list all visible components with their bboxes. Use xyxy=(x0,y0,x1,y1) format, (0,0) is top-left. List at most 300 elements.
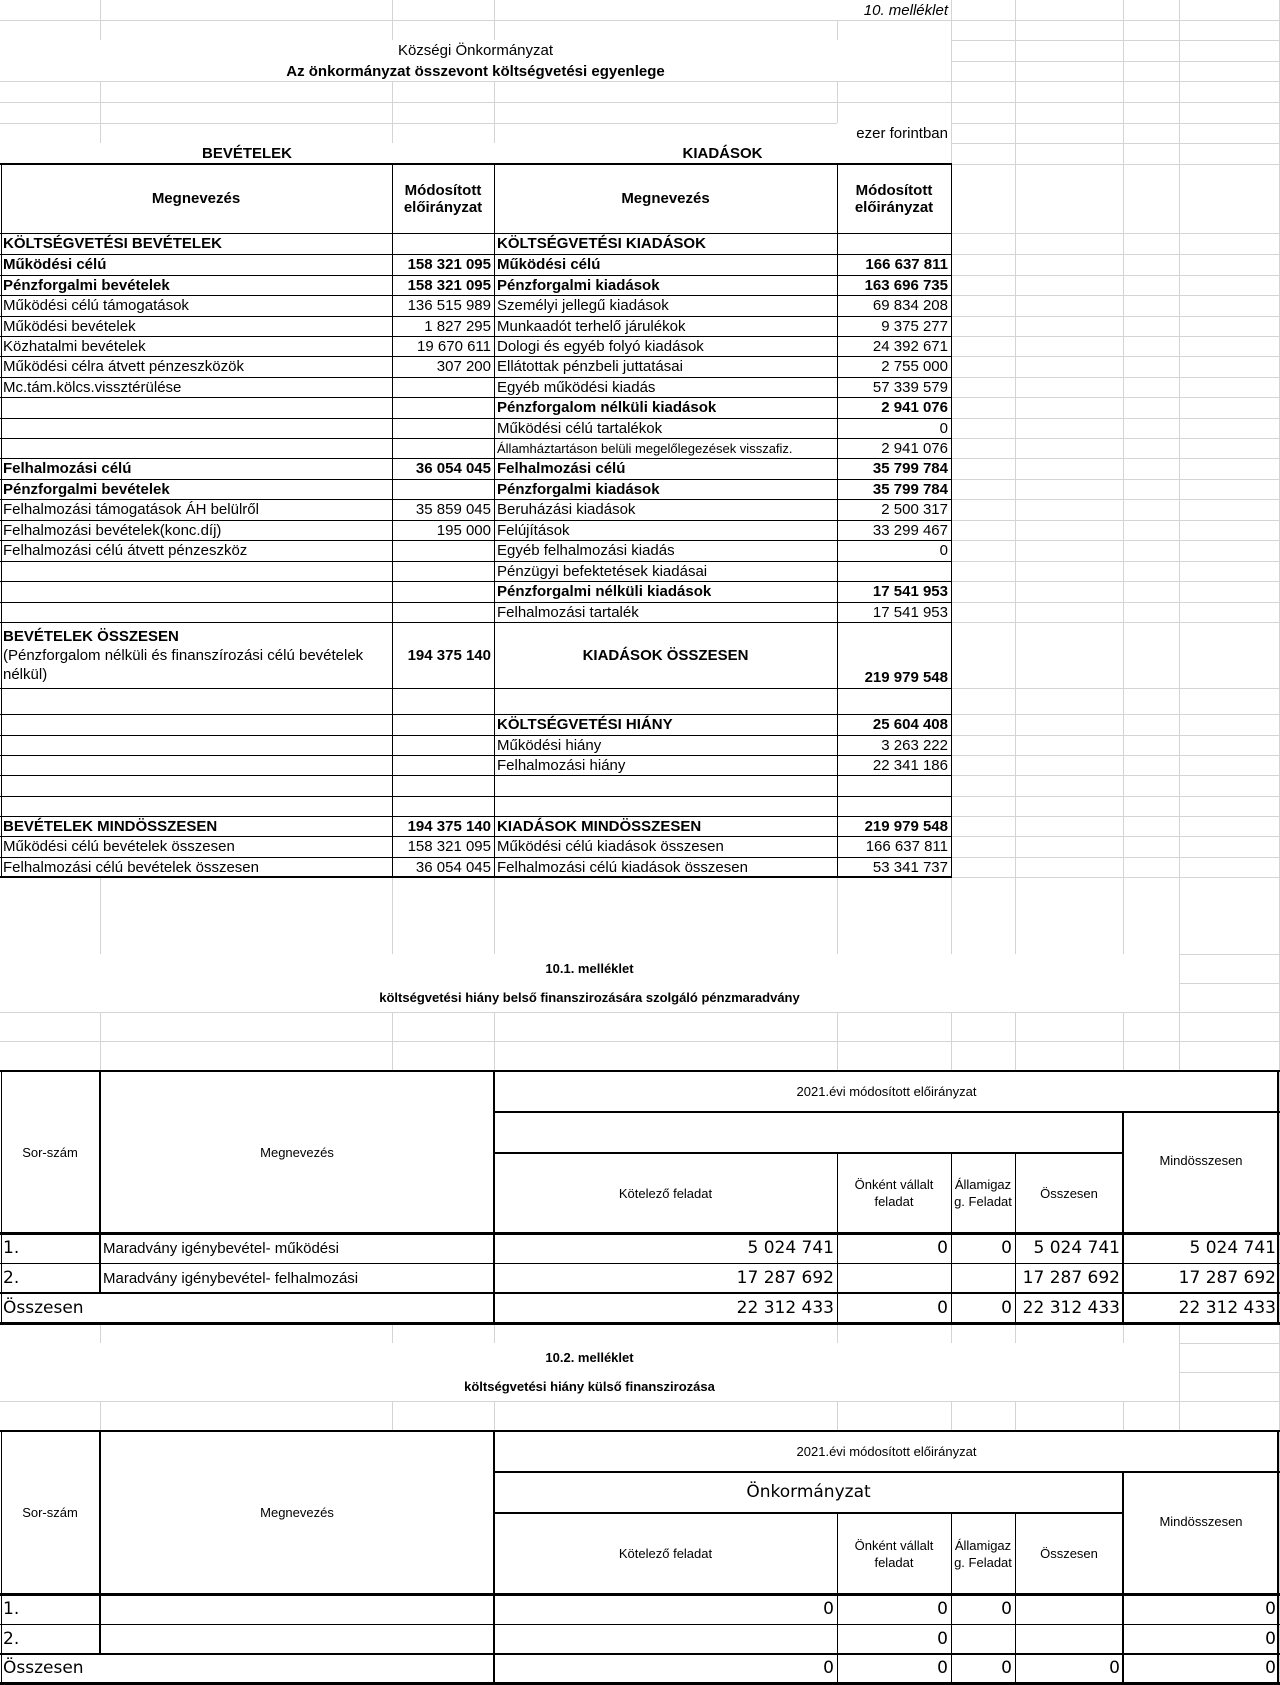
annex_10_2-row-mandatory: 0 xyxy=(494,1654,837,1683)
grid-cell[interactable] xyxy=(1015,796,1124,817)
grid-cell[interactable] xyxy=(951,520,1016,541)
grid-cell[interactable] xyxy=(1179,816,1280,837)
grid-cell[interactable] xyxy=(1179,254,1280,276)
grid-cell[interactable] xyxy=(1015,40,1124,62)
org-name: Községi Önkormányzat xyxy=(0,40,951,61)
grid-cell[interactable] xyxy=(0,1401,101,1432)
grid-cell[interactable] xyxy=(494,1401,838,1432)
grid-cell[interactable] xyxy=(1179,1401,1280,1432)
annex_10_2-row-mandatory: 0 xyxy=(494,1594,837,1624)
grid-cell[interactable] xyxy=(1123,479,1180,500)
grid-cell[interactable] xyxy=(1123,233,1180,255)
grid-cell[interactable] xyxy=(951,20,1016,41)
grid-cell[interactable] xyxy=(1123,499,1180,521)
grid-cell[interactable] xyxy=(1179,81,1280,103)
grid-cell[interactable] xyxy=(1179,123,1280,144)
grid-cell[interactable] xyxy=(1015,602,1124,623)
grid-cell[interactable] xyxy=(494,123,838,144)
grid-cell[interactable] xyxy=(1179,438,1280,459)
grid-cell[interactable] xyxy=(951,143,1016,165)
grid-cell[interactable] xyxy=(1015,0,1124,21)
expense-row-value xyxy=(837,233,951,254)
grid-cell[interactable] xyxy=(1015,1401,1124,1432)
income-row-value: 307 200 xyxy=(392,356,494,377)
grid-cell[interactable] xyxy=(951,836,1016,858)
annex_10_2-annex-label: 10.2. melléklet xyxy=(0,1343,1179,1372)
border-line xyxy=(1,1071,2,1324)
grid-cell[interactable] xyxy=(1179,336,1280,357)
income-row-label: Pénzforgalmi bevételek xyxy=(0,275,392,295)
grid-cell[interactable] xyxy=(951,356,1016,378)
blank-cell xyxy=(0,688,392,714)
grid-cell[interactable] xyxy=(1179,561,1280,582)
income-total-block xyxy=(0,622,392,688)
grid-cell[interactable] xyxy=(1179,316,1280,337)
blank-cell xyxy=(0,796,392,816)
grid-cell[interactable] xyxy=(1179,20,1280,41)
grid-cell[interactable] xyxy=(1123,688,1180,715)
grid-cell[interactable] xyxy=(1015,857,1124,878)
grid-cell[interactable] xyxy=(1179,735,1280,756)
grid-cell[interactable] xyxy=(1123,1012,1180,1042)
grid-cell[interactable] xyxy=(1015,479,1124,500)
grid-cell[interactable] xyxy=(837,81,952,103)
grid-cell[interactable] xyxy=(951,775,1016,797)
annex_10_1-row-total: 5 024 741 xyxy=(1123,1233,1279,1263)
grid-cell[interactable] xyxy=(1179,377,1280,398)
grid-cell[interactable] xyxy=(1123,877,1180,955)
blank-cell xyxy=(837,775,951,796)
grid-cell[interactable] xyxy=(1179,714,1280,736)
annex_10_1-row-state: 0 xyxy=(951,1233,1015,1263)
grid-cell[interactable] xyxy=(1015,61,1124,82)
expense-row-label: Pénzügyi befektetések kiadásai xyxy=(494,561,837,581)
border-line xyxy=(1,164,2,878)
grid-cell[interactable] xyxy=(951,418,1016,439)
grid-cell[interactable] xyxy=(951,1401,1016,1432)
grid-cell[interactable] xyxy=(1123,622,1180,689)
annex_10_2-row-sum xyxy=(1015,1594,1123,1624)
grid-cell[interactable] xyxy=(1123,755,1180,776)
grand-income-label: BEVÉTELEK MINDÖSSZESEN xyxy=(0,816,392,836)
blank-cell xyxy=(494,688,837,714)
border-line xyxy=(0,1430,1280,1432)
grid-cell[interactable] xyxy=(392,81,495,103)
grid-cell[interactable] xyxy=(100,877,393,955)
grid-cell[interactable] xyxy=(951,438,1016,459)
grid-cell[interactable] xyxy=(1015,520,1124,541)
grid-cell[interactable] xyxy=(951,316,1016,337)
grid-cell[interactable] xyxy=(0,1323,101,1344)
grid-cell[interactable] xyxy=(494,1012,838,1042)
grid-cell[interactable] xyxy=(1179,877,1280,955)
grid-cell[interactable] xyxy=(837,1401,952,1432)
grid-cell[interactable] xyxy=(1123,438,1180,459)
grid-cell[interactable] xyxy=(1123,561,1180,582)
annex_10_1-annex-label: 10.1. melléklet xyxy=(0,954,1179,983)
grid-cell[interactable] xyxy=(1179,581,1280,603)
grid-cell[interactable] xyxy=(837,102,952,124)
grid-cell[interactable] xyxy=(1015,622,1124,689)
annex_10_2-row-sum xyxy=(1015,1624,1123,1654)
expense-row-value: 2 941 076 xyxy=(837,438,951,458)
income-row-label: Felhalmozási támogatások ÁH belülről xyxy=(0,499,392,520)
annex_10_1-row-sum: 17 287 692 xyxy=(1015,1263,1123,1293)
grid-cell[interactable] xyxy=(951,796,1016,817)
grid-cell[interactable] xyxy=(1015,275,1124,296)
grid-cell[interactable] xyxy=(0,0,101,21)
border-line xyxy=(837,164,838,878)
grid-cell[interactable] xyxy=(1123,336,1180,357)
grid-cell[interactable] xyxy=(1179,836,1280,858)
grid-cell[interactable] xyxy=(837,1012,952,1042)
grid-cell[interactable] xyxy=(494,1323,838,1344)
border-line xyxy=(0,163,952,165)
border-line xyxy=(493,1071,495,1324)
grid-cell[interactable] xyxy=(951,164,1016,234)
grid-cell[interactable] xyxy=(1015,438,1124,459)
income-name-header: Megnevezés xyxy=(0,164,392,233)
grid-cell[interactable] xyxy=(951,275,1016,296)
border-line xyxy=(392,164,393,878)
grid-cell[interactable] xyxy=(100,123,393,144)
income-row-value: 36 054 045 xyxy=(392,458,494,479)
grid-cell[interactable] xyxy=(1123,1323,1180,1344)
grid-cell[interactable] xyxy=(1179,857,1280,878)
grid-cell[interactable] xyxy=(1015,714,1124,736)
grid-cell[interactable] xyxy=(392,1401,495,1432)
grid-cell[interactable] xyxy=(1015,688,1124,715)
grid-cell[interactable] xyxy=(1123,796,1180,817)
grid-cell[interactable] xyxy=(1179,164,1280,234)
grid-cell[interactable] xyxy=(1123,254,1180,276)
grid-cell[interactable] xyxy=(100,81,393,103)
grid-cell[interactable] xyxy=(100,0,393,21)
grid-cell[interactable] xyxy=(1179,775,1280,797)
grid-cell[interactable] xyxy=(1015,755,1124,776)
grid-cell[interactable] xyxy=(1179,499,1280,521)
grid-cell[interactable] xyxy=(1179,755,1280,776)
grid-cell[interactable] xyxy=(1123,1041,1180,1072)
grid-cell[interactable] xyxy=(951,336,1016,357)
grid-cell[interactable] xyxy=(1123,1401,1180,1432)
grid-cell[interactable] xyxy=(1179,458,1280,480)
grid-cell[interactable] xyxy=(951,857,1016,878)
border-line xyxy=(0,540,952,541)
grid-cell[interactable] xyxy=(0,81,101,103)
grid-cell[interactable] xyxy=(494,877,838,955)
annex_10_1-col-voluntary: Önként vállalt feladat xyxy=(837,1153,951,1233)
grid-cell[interactable] xyxy=(1123,397,1180,419)
annex_10_1-row-sum: 22 312 433 xyxy=(1015,1293,1123,1323)
grid-cell[interactable] xyxy=(1015,123,1124,144)
border-line xyxy=(0,816,952,817)
grid-cell[interactable] xyxy=(1015,836,1124,858)
grid-cell[interactable] xyxy=(1123,356,1180,378)
grid-cell[interactable] xyxy=(1015,397,1124,419)
grid-cell[interactable] xyxy=(1015,254,1124,276)
grid-cell[interactable] xyxy=(392,1012,495,1042)
income-row-value: 1 827 295 xyxy=(392,316,494,336)
grid-cell[interactable] xyxy=(1015,81,1124,103)
annex_10_2-row-state xyxy=(951,1624,1015,1654)
grid-cell[interactable] xyxy=(951,877,1016,955)
grid-cell[interactable] xyxy=(1123,836,1180,858)
grid-cell[interactable] xyxy=(951,816,1016,837)
grid-cell[interactable] xyxy=(1179,275,1280,296)
grid-cell[interactable] xyxy=(1179,143,1280,165)
annex_10_1-row-mandatory: 22 312 433 xyxy=(494,1293,837,1323)
grid-cell[interactable] xyxy=(1123,123,1180,144)
grid-cell[interactable] xyxy=(1015,143,1124,165)
grid-cell[interactable] xyxy=(1015,20,1124,41)
grid-cell[interactable] xyxy=(1123,520,1180,541)
blank-cell xyxy=(0,714,392,735)
grid-cell[interactable] xyxy=(951,295,1016,317)
deficit-row-value: 22 341 186 xyxy=(837,755,951,775)
grand-expense-value: 166 637 811 xyxy=(837,836,951,857)
grid-cell[interactable] xyxy=(951,123,1016,144)
grid-cell[interactable] xyxy=(951,714,1016,736)
grid-cell[interactable] xyxy=(1123,735,1180,756)
grid-cell[interactable] xyxy=(1179,1041,1280,1072)
grid-cell[interactable] xyxy=(1015,561,1124,582)
grid-cell[interactable] xyxy=(1123,143,1180,165)
grid-cell[interactable] xyxy=(951,581,1016,603)
grid-cell[interactable] xyxy=(837,877,952,955)
grid-cell[interactable] xyxy=(100,1401,393,1432)
grid-cell[interactable] xyxy=(1179,0,1280,21)
border-line xyxy=(0,688,952,689)
grid-cell[interactable] xyxy=(1179,102,1280,124)
grid-cell[interactable] xyxy=(1123,857,1180,878)
annex_10_2-col-state: Államigaz g. Feladat xyxy=(951,1513,1015,1594)
grid-cell[interactable] xyxy=(1123,0,1180,21)
grid-cell[interactable] xyxy=(100,20,393,41)
grid-cell[interactable] xyxy=(951,254,1016,276)
income-row-value xyxy=(392,602,494,622)
grid-cell[interactable] xyxy=(951,233,1016,255)
grid-cell[interactable] xyxy=(392,20,495,41)
grid-cell[interactable] xyxy=(0,102,101,124)
grid-cell[interactable] xyxy=(1123,81,1180,103)
income-row-label: Működési célra átvett pénzeszközök xyxy=(0,356,392,377)
grid-cell[interactable] xyxy=(951,40,1016,62)
grid-cell[interactable] xyxy=(494,1041,838,1072)
border-line xyxy=(0,254,952,255)
grid-cell[interactable] xyxy=(1123,316,1180,337)
grid-cell[interactable] xyxy=(1123,581,1180,603)
grid-cell[interactable] xyxy=(100,1012,393,1042)
grid-cell[interactable] xyxy=(1015,102,1124,124)
grid-cell[interactable] xyxy=(1015,735,1124,756)
grid-cell[interactable] xyxy=(1123,816,1180,837)
grid-cell[interactable] xyxy=(1179,688,1280,715)
grid-cell[interactable] xyxy=(1123,540,1180,562)
grid-cell[interactable] xyxy=(0,20,101,41)
grid-cell[interactable] xyxy=(1015,418,1124,439)
grid-cell[interactable] xyxy=(392,0,495,21)
grid-cell[interactable] xyxy=(1179,295,1280,317)
expense-row-value: 57 339 579 xyxy=(837,377,951,397)
grid-cell[interactable] xyxy=(1123,40,1180,62)
grid-cell[interactable] xyxy=(1015,816,1124,837)
blank-cell xyxy=(837,796,951,816)
grid-cell[interactable] xyxy=(951,1012,1016,1042)
grid-cell[interactable] xyxy=(951,377,1016,398)
grid-cell[interactable] xyxy=(951,0,1016,21)
income-row-value xyxy=(392,479,494,499)
grid-cell[interactable] xyxy=(0,1012,101,1042)
grid-cell[interactable] xyxy=(1123,102,1180,124)
grid-cell[interactable] xyxy=(1123,377,1180,398)
border-line xyxy=(0,356,952,357)
grid-cell[interactable] xyxy=(1123,61,1180,82)
expense-row-label: Felújítások xyxy=(494,520,837,540)
grid-cell[interactable] xyxy=(1015,581,1124,603)
grid-cell[interactable] xyxy=(1015,336,1124,357)
grid-cell[interactable] xyxy=(1015,540,1124,562)
expense-row-value: 9 375 277 xyxy=(837,316,951,336)
annex_10_2-col-total: Mindösszesen xyxy=(1123,1472,1279,1594)
grid-cell[interactable] xyxy=(392,877,495,955)
grid-cell[interactable] xyxy=(392,1323,495,1344)
blank-cell xyxy=(392,714,494,735)
grid-cell[interactable] xyxy=(1015,164,1124,234)
grid-cell[interactable] xyxy=(1179,1343,1280,1373)
grid-cell[interactable] xyxy=(1015,1323,1124,1344)
border-line xyxy=(837,1153,838,1324)
grid-cell[interactable] xyxy=(1179,233,1280,255)
expense-row-label: Pénzforgalom nélküli kiadások xyxy=(494,397,837,418)
grid-cell[interactable] xyxy=(1179,479,1280,500)
grid-cell[interactable] xyxy=(1123,418,1180,439)
grand-income-label: Felhalmozási célú bevételek összesen xyxy=(0,857,392,877)
grid-cell[interactable] xyxy=(494,102,838,124)
annex_10_2-col-voluntary: Önként vállalt feladat xyxy=(837,1513,951,1594)
expense-row-label: Államháztartáson belüli megelőlegezések visszafiz. xyxy=(494,438,837,458)
income-row-value xyxy=(392,233,494,254)
grid-cell[interactable] xyxy=(951,458,1016,480)
grid-cell[interactable] xyxy=(1015,1012,1124,1042)
border-line xyxy=(0,1263,1280,1264)
grid-cell[interactable] xyxy=(951,540,1016,562)
grid-cell[interactable] xyxy=(1015,295,1124,317)
grid-cell[interactable] xyxy=(1179,520,1280,541)
grid-cell[interactable] xyxy=(1179,418,1280,439)
grid-cell[interactable] xyxy=(951,688,1016,715)
grid-cell[interactable] xyxy=(1179,1372,1280,1402)
grid-cell[interactable] xyxy=(1015,233,1124,255)
grid-cell[interactable] xyxy=(1123,164,1180,234)
annex_10_1-group-header: 2021.évi módosított előirányzat xyxy=(494,1071,1279,1112)
grid-cell[interactable] xyxy=(1123,20,1180,41)
annex_10_1-col-name: Megnevezés xyxy=(100,1071,494,1233)
expense-section-title: KIADÁSOK xyxy=(494,143,951,164)
grid-cell[interactable] xyxy=(951,622,1016,689)
grid-cell[interactable] xyxy=(1015,877,1124,955)
income-row-label: Működési célú xyxy=(0,254,392,275)
grid-cell[interactable] xyxy=(100,1041,393,1072)
annex_10_2-row-total: 0 xyxy=(1123,1654,1279,1683)
grid-cell[interactable] xyxy=(951,735,1016,756)
grid-cell[interactable] xyxy=(1179,1323,1280,1344)
grid-cell[interactable] xyxy=(951,602,1016,623)
grid-cell[interactable] xyxy=(392,102,495,124)
grid-cell[interactable] xyxy=(1179,1012,1280,1042)
grid-cell[interactable] xyxy=(1179,954,1280,984)
grid-cell[interactable] xyxy=(951,397,1016,419)
grid-cell[interactable] xyxy=(1179,540,1280,562)
border-line xyxy=(99,1431,101,1655)
grid-cell[interactable] xyxy=(951,61,1016,82)
grid-cell[interactable] xyxy=(0,877,101,955)
grid-cell[interactable] xyxy=(837,1323,952,1344)
grid-cell[interactable] xyxy=(1015,316,1124,337)
grid-cell[interactable] xyxy=(1123,295,1180,317)
grid-cell[interactable] xyxy=(1123,775,1180,797)
grid-cell[interactable] xyxy=(1015,1041,1124,1072)
grand-income-label: Működési célú bevételek összesen xyxy=(0,836,392,857)
grid-cell[interactable] xyxy=(1123,275,1180,296)
grid-cell[interactable] xyxy=(1123,458,1180,480)
annex_10_1-subgroup-header xyxy=(494,1112,1123,1153)
grid-cell[interactable] xyxy=(100,102,393,124)
grid-cell[interactable] xyxy=(951,1323,1016,1344)
grid-cell[interactable] xyxy=(951,561,1016,582)
grid-cell[interactable] xyxy=(951,479,1016,500)
grid-cell[interactable] xyxy=(951,1041,1016,1072)
grid-cell[interactable] xyxy=(100,1323,393,1344)
grid-cell[interactable] xyxy=(951,499,1016,521)
grid-cell[interactable] xyxy=(1015,499,1124,521)
grid-cell[interactable] xyxy=(951,102,1016,124)
annex_10_2-col-no: Sor-szám xyxy=(0,1431,100,1594)
grid-cell[interactable] xyxy=(494,81,838,103)
grid-cell[interactable] xyxy=(1015,775,1124,797)
grid-cell[interactable] xyxy=(392,1041,495,1072)
grid-cell[interactable] xyxy=(837,1041,952,1072)
grid-cell[interactable] xyxy=(1123,714,1180,736)
income-row-value: 35 859 045 xyxy=(392,499,494,520)
grid-cell[interactable] xyxy=(951,755,1016,776)
grid-cell[interactable] xyxy=(1179,983,1280,1013)
border-line xyxy=(0,796,952,797)
annex-label: 10. melléklet xyxy=(495,0,951,20)
border-line xyxy=(1015,1513,1016,1684)
grid-cell[interactable] xyxy=(1179,602,1280,623)
grid-cell[interactable] xyxy=(1179,40,1280,62)
grid-cell[interactable] xyxy=(1015,377,1124,398)
grid-cell[interactable] xyxy=(1179,796,1280,817)
grid-cell[interactable] xyxy=(1123,602,1180,623)
border-line xyxy=(1122,1472,1124,1684)
grid-cell[interactable] xyxy=(1179,356,1280,378)
grid-cell[interactable] xyxy=(1015,458,1124,480)
grid-cell[interactable] xyxy=(1015,356,1124,378)
grid-cell[interactable] xyxy=(392,123,495,144)
grid-cell[interactable] xyxy=(0,1041,101,1072)
grid-cell[interactable] xyxy=(0,123,101,144)
grid-cell[interactable] xyxy=(837,20,952,41)
annex_10_1-row-voluntary: 0 xyxy=(837,1233,951,1263)
grid-cell[interactable] xyxy=(1179,61,1280,82)
border-line xyxy=(493,1431,495,1684)
grid-cell[interactable] xyxy=(494,20,838,41)
grid-cell[interactable] xyxy=(951,81,1016,103)
grid-cell[interactable] xyxy=(1179,622,1280,689)
grid-cell[interactable] xyxy=(1179,397,1280,419)
